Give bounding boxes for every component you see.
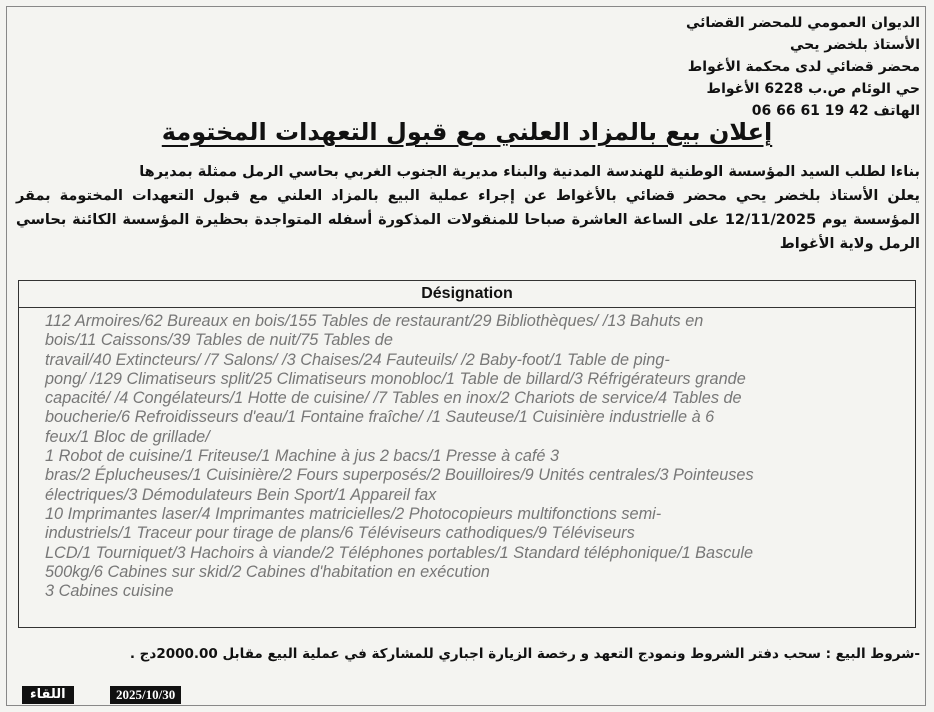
bailiff-header bbox=[686, 12, 920, 122]
announcement-title: إعلان بيع بالمزاد العلني مع قبول التعهدات المختومة bbox=[161, 118, 773, 146]
header-phone: الهاتف 42 19 61 66 06 bbox=[751, 103, 920, 119]
designation-line: boucherie/6 Refroidisseurs d'eau/1 Fontaine fraîche/ /1 Sauteuse/1 Cuisinière industrielle à 6 bbox=[45, 408, 715, 427]
designation-line: travail/40 Extincteurs/ /7 Salons/ /3 Chaises/24 Fauteuils/ /2 Baby-foot/1 Table de ping- bbox=[45, 350, 670, 369]
designation-heading: Désignation bbox=[19, 281, 915, 308]
header-office: الديوان العمومي للمحضر القضائي bbox=[685, 15, 920, 31]
sale-conditions: -شروط البيع : سحب دفتر الشروط ونمودج التعهد و رخصة الزيارة اجباري للمشاركة في عملية البيع مقابل 2000.00دج . bbox=[129, 646, 920, 662]
designation-list bbox=[19, 308, 915, 601]
header-name: الأستاذ بلخضر يحي bbox=[790, 37, 920, 53]
designation-line: 1 Robot de cuisine/1 Friteuse/1 Machine à jus 2 bacs/1 Presse à café 3 bbox=[45, 447, 560, 466]
designation-line: LCD/1 Tourniquet/3 Hachoirs à viande/2 Téléphones portables/1 Standard téléphonique/1 Bascule bbox=[45, 543, 754, 562]
designation-line: industriels/1 Traceur pour tirage de plans/6 Téléviseurs cathodiques/9 Téléviseurs bbox=[45, 524, 635, 543]
designation-line: bois/11 Caissons/39 Tables de nuit/75 Tables de bbox=[45, 331, 393, 350]
designation-box bbox=[18, 280, 916, 628]
announcement-intro bbox=[16, 160, 920, 256]
designation-line: capacité/ /4 Congélateurs/1 Hotte de cuisine/ /7 Tables en inox/2 Chariots de service/4 Tables de bbox=[45, 389, 742, 408]
newspaper-name: اللقاء bbox=[22, 686, 74, 704]
designation-line: 10 Imprimantes laser/4 Imprimantes matricielles/2 Photocopieurs multifonctions semi- bbox=[45, 504, 662, 523]
header-address: حي الوئام ص.ب 6228 الأغواط bbox=[706, 81, 920, 97]
header-court: محضر قضائي لدى محكمة الأغواط bbox=[687, 59, 920, 75]
publication-date: 2025/10/30 bbox=[110, 686, 181, 704]
designation-line: 3 Cabines cuisine bbox=[45, 582, 174, 601]
designation-line: pong/ /129 Climatiseurs split/25 Climatiseurs monobloc/1 Table de billard/3 Réfrigérateurs grande bbox=[45, 369, 746, 388]
designation-line: 112 Armoires/62 Bureaux en bois/155 Tables de restaurant/29 Bibliothèques/ /13 Bahuts en bbox=[45, 312, 704, 330]
intro-announcement: يعلن الأستاذ بلخضر يحي محضر قضائي بالأغواط عن إجراء عملية البيع بالمزاد العلني مع قبول التعهدات المختومة بمقر المؤسسة يوم 12/11/2025 على الساعة العاشرة صباحا للمنقولات المذكورة أسفله المتواجدة بحظيرة المؤسسة الكائنة بحاسي الرمل ولاية الأغواط bbox=[16, 188, 921, 252]
designation-line: 500kg/6 Cabines sur skid/2 Cabines d'habitation en exécution bbox=[45, 562, 490, 581]
designation-line: bras/2 Éplucheuses/1 Cuisinière/2 Fours superposés/2 Bouilloires/9 Unités centrales/3 Pointeuses bbox=[45, 466, 754, 485]
designation-line: électriques/3 Démodulateurs Bein Sport/1 Appareil fax bbox=[45, 485, 437, 504]
intro-requester: بناءا لطلب السيد المؤسسة الوطنية للهندسة المدنية والبناء مديرية الجنوب الغربي بحاسي الرمل ممثلة بمديرها bbox=[139, 164, 920, 180]
designation-line: feux/1 Bloc de grillade/ bbox=[45, 427, 210, 446]
